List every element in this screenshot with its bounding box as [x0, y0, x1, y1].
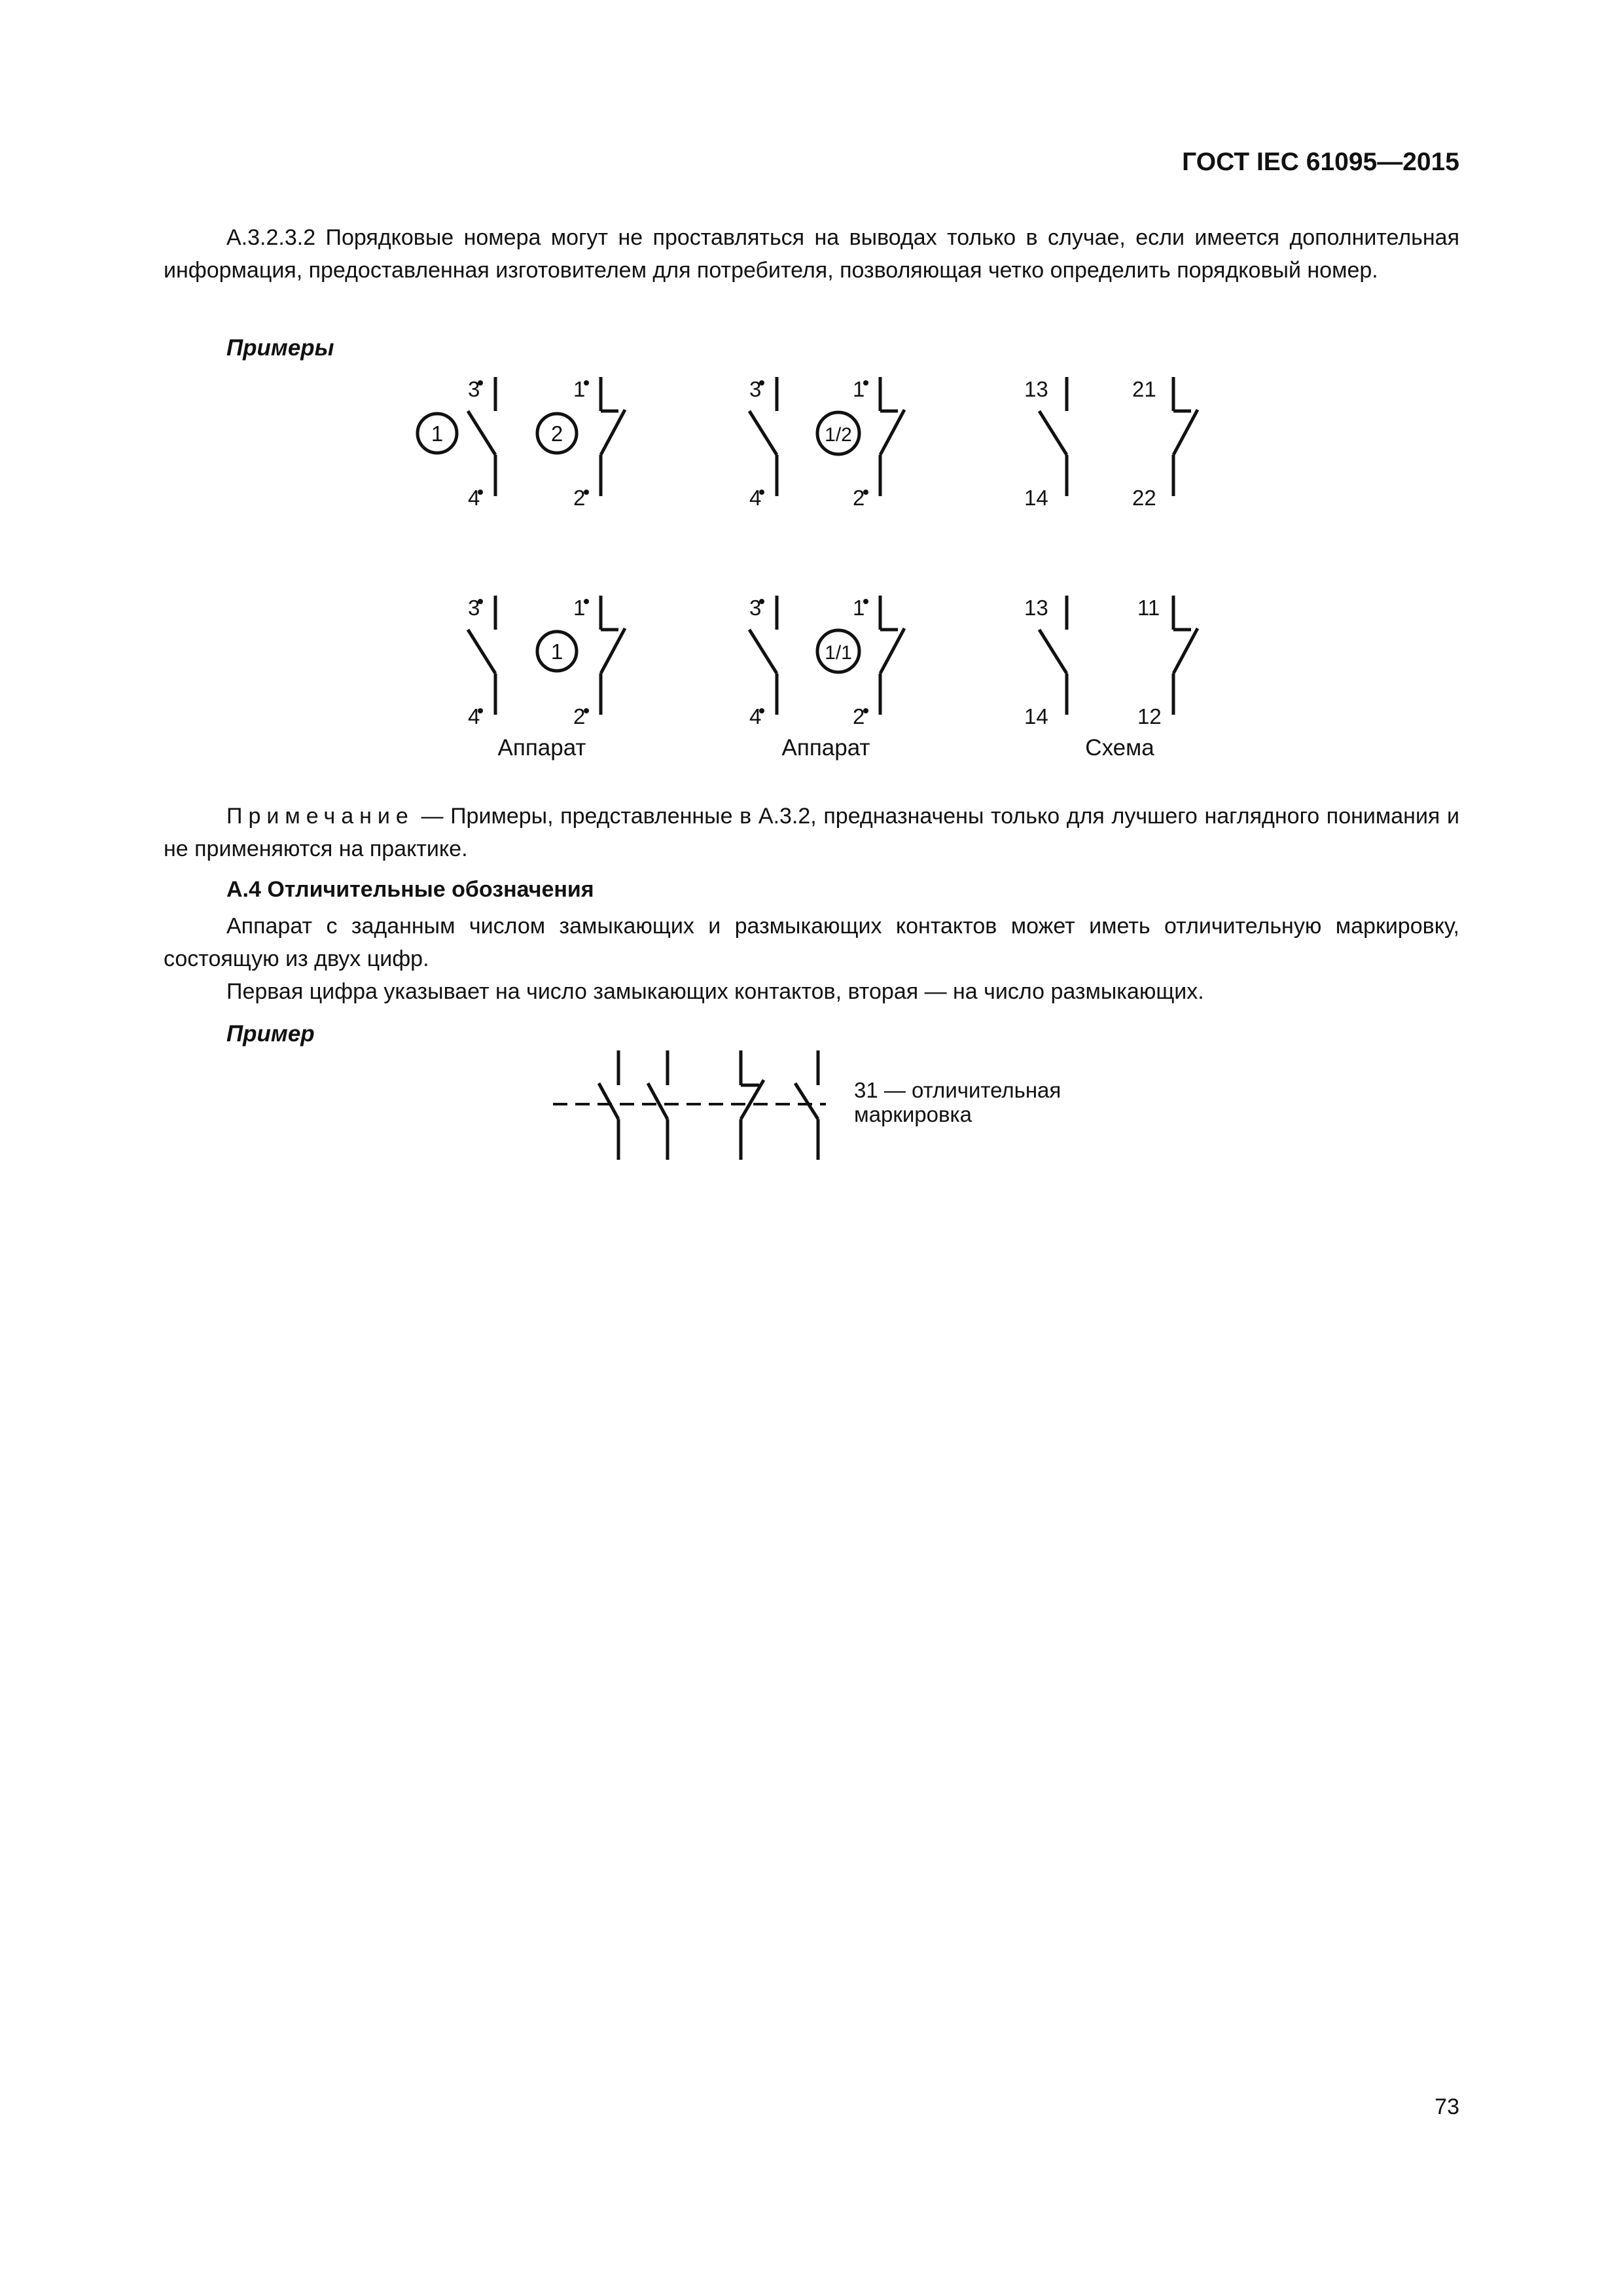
terminal-label: 2 [853, 486, 865, 510]
terminal-label: 4 [468, 704, 480, 728]
terminal-label: 14 [1024, 486, 1048, 510]
terminal-label: 13 [1024, 596, 1048, 620]
examples-label: Примеры [226, 335, 334, 361]
terminal-label: 2 [853, 704, 865, 728]
page-number: 73 [1435, 2094, 1459, 2119]
section-title: А.4 Отличительные обозначения [226, 877, 594, 902]
terminal-label: 14 [1024, 704, 1048, 728]
paragraph-a4-1: Аппарат с заданным числом замыкающих и размыкающих контактов может иметь отличительную маркировку, состоящую из двух цифр. [164, 914, 1459, 971]
terminal-label: 4 [749, 704, 762, 728]
document-code: ГОСТ IEC 61095—2015 [1182, 148, 1459, 176]
terminal-label: 2 [573, 486, 586, 510]
marking-label: маркировка [854, 1102, 972, 1126]
terminal-label: 22 [1132, 486, 1156, 510]
note [164, 800, 1459, 865]
marking-label: 31 — отличительная [854, 1078, 1061, 1102]
terminal-label: 1 [853, 377, 865, 401]
paragraph-a4-2: Первая цифра указывает на число замыкающих контактов, вторая — на число размыкающих. [226, 979, 1204, 1004]
example-label: Пример [226, 1021, 315, 1047]
terminal-label: 3 [749, 377, 762, 401]
terminal-label: 1 [573, 377, 586, 401]
distinctive-marking-figure [553, 1050, 826, 1160]
sequence-number: 1 [431, 422, 444, 446]
terminal-label: 4 [749, 486, 762, 510]
sequence-number: 1/1 [825, 642, 852, 664]
note-text: — Примеры, представленные в А.3.2, предназначены только для лучшего наглядного понимания и не применяются на практике. [164, 804, 1459, 861]
paragraph-a3232: А.3.2.3.2 Порядковые номера могут не проставляться на выводах только в случае, если имеется дополнительная информация, предоставленная изготовителем для потребителя, позволяющая четко определить порядковый номер. [164, 225, 1459, 283]
figure-caption: Аппарат [497, 735, 586, 761]
terminal-label: 3 [468, 596, 480, 620]
terminal-label: 2 [573, 704, 586, 728]
sequence-number: 2 [550, 422, 563, 446]
terminal-label: 11 [1137, 596, 1160, 620]
note-label: Примечание [226, 804, 414, 829]
figure-caption: Схема [1085, 735, 1154, 761]
terminal-label: 21 [1132, 377, 1156, 401]
terminal-label: 12 [1137, 704, 1162, 728]
sequence-number: 1 [550, 639, 563, 664]
sequence-number: 1/2 [825, 424, 852, 446]
figure-caption: Аппарат [781, 735, 870, 761]
terminal-label: 4 [468, 486, 480, 510]
terminal-label: 3 [468, 377, 480, 401]
terminal-label: 1 [573, 596, 586, 620]
terminal-label: 3 [749, 596, 762, 620]
terminal-label: 1 [853, 596, 865, 620]
terminal-label: 13 [1024, 377, 1048, 401]
